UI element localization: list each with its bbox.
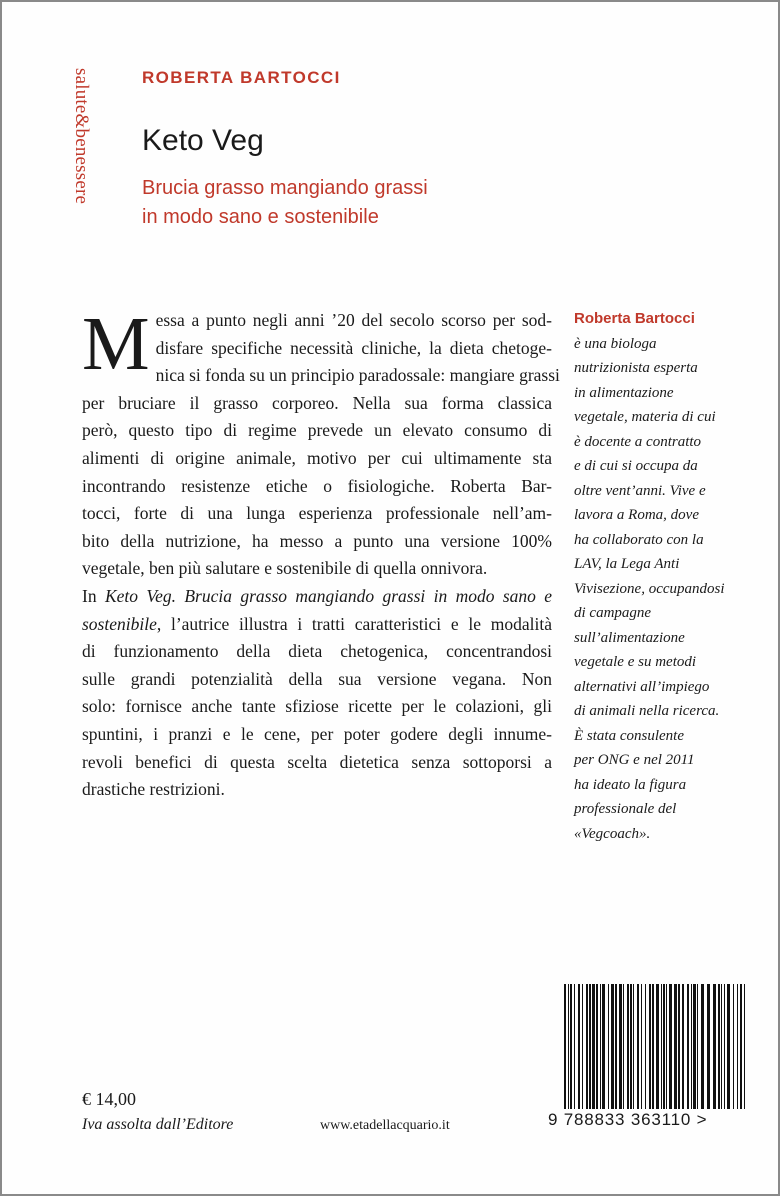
- bio-line: Vivisezione, occupandosi: [574, 580, 725, 597]
- bio-line: alternativi all’impiego: [574, 678, 710, 695]
- blurb-paragraph-2: [82, 583, 552, 804]
- blurb-line: revoli benefici di questa scelta dietetica senza sottoporsi a: [82, 751, 552, 772]
- book-title: Keto Veg: [142, 124, 264, 157]
- bio-author-name: Roberta Bartocci: [574, 310, 695, 327]
- bio-line: in alimentazione: [574, 384, 674, 401]
- bio-line: lavora a Roma, dove: [574, 507, 699, 523]
- drop-cap: M: [82, 302, 150, 386]
- author-bio: [574, 307, 774, 846]
- blurb-line: di funzionamento della dieta chetogenica, concentrandosi: [82, 641, 552, 662]
- book-subtitle: [142, 174, 428, 232]
- price: € 14,00: [82, 1089, 136, 1109]
- bio-line: LAV, la Lega Anti: [574, 556, 680, 572]
- blurb-line: incontrando resistenze etiche o fisiologiche. Roberta Bar-: [82, 475, 552, 496]
- blurb-line: In Keto Veg. Brucia grasso mangiando grassi in modo sano e: [82, 585, 553, 606]
- bio-line: è una biologa: [574, 335, 657, 352]
- author-name: ROBERTA BARTOCCI: [142, 68, 341, 87]
- bio-line: È stata consulente: [574, 727, 684, 744]
- bio-line: professionale del: [574, 801, 677, 817]
- bio-line: vegetale e su metodi: [574, 654, 697, 670]
- blurb-line: nica si fonda su un principio paradossale: mangiare grassi: [155, 365, 560, 386]
- bio-line: di animali nella ricerca.: [574, 703, 720, 719]
- blurb-line: drastiche restrizioni.: [82, 779, 225, 800]
- bio-line: sull’alimentazione: [574, 629, 685, 646]
- blurb-line: solo: fornisce anche tante sfiziose ricette per le colazioni, gli: [82, 696, 552, 717]
- blurb-text: [82, 302, 560, 804]
- bio-line: oltre vent’anni. Vive e: [574, 482, 706, 499]
- blurb-line: sulle grandi potenzialità della sua versione vegana. Non: [82, 668, 552, 689]
- blurb-line: disfare specifiche necessità cliniche, la dieta chetoge-: [155, 337, 552, 358]
- blurb-line: sostenibile, l’autrice illustra i tratti caratteristici e le modalità: [82, 613, 552, 634]
- isbn-number: 9 788833 363110 >: [548, 1110, 708, 1129]
- blurb-line: bito della nutrizione, ha messo a punto una versione 100%: [82, 530, 552, 551]
- blurb-line: per bruciare il grasso corporeo. Nella sua forma classica: [82, 392, 552, 413]
- isbn-barcode: [562, 984, 752, 1109]
- publisher-website: www.etadellacquario.it: [320, 1118, 450, 1133]
- bio-line: di campagne: [574, 605, 652, 621]
- bio-line: «Vegcoach».: [574, 825, 651, 842]
- bio-line: per ONG e nel 2011: [574, 752, 695, 768]
- blurb-line: però, questo tipo di regime prevede un elevato consumo di: [82, 420, 552, 441]
- blurb-line: alimenti di origine animale, motivo per cui ultimamente sta: [82, 447, 552, 468]
- bio-line: è docente a contratto: [574, 433, 702, 450]
- blurb-line: essa a punto negli anni ’20 del secolo scorso per sod-: [155, 310, 552, 330]
- bio-line: ha collaborato con la: [574, 531, 704, 548]
- subtitle-line: Brucia grasso mangiando grassi: [142, 177, 428, 199]
- blurb-line: spuntini, i pranzi e le cene, per poter godere degli innume-: [82, 723, 552, 744]
- series-spine-label: salute&benessere: [71, 68, 92, 205]
- bio-line: nutrizionista esperta: [574, 360, 698, 376]
- bio-line: e di cui si occupa da: [574, 458, 698, 474]
- subtitle-line: in modo sano e sostenibile: [142, 206, 379, 228]
- blurb-line: vegetale, ben più salutare e sostenibile di quella onnivora.: [82, 558, 488, 579]
- blurb-paragraph-1: [82, 302, 560, 583]
- bio-line: vegetale, materia di cui: [574, 409, 716, 425]
- vat-note: Iva assolta dall’Editore: [82, 1116, 234, 1133]
- blurb-line: tocci, forte di una lunga esperienza professionale nell’am-: [82, 503, 552, 524]
- bio-line: ha ideato la figura: [574, 776, 687, 793]
